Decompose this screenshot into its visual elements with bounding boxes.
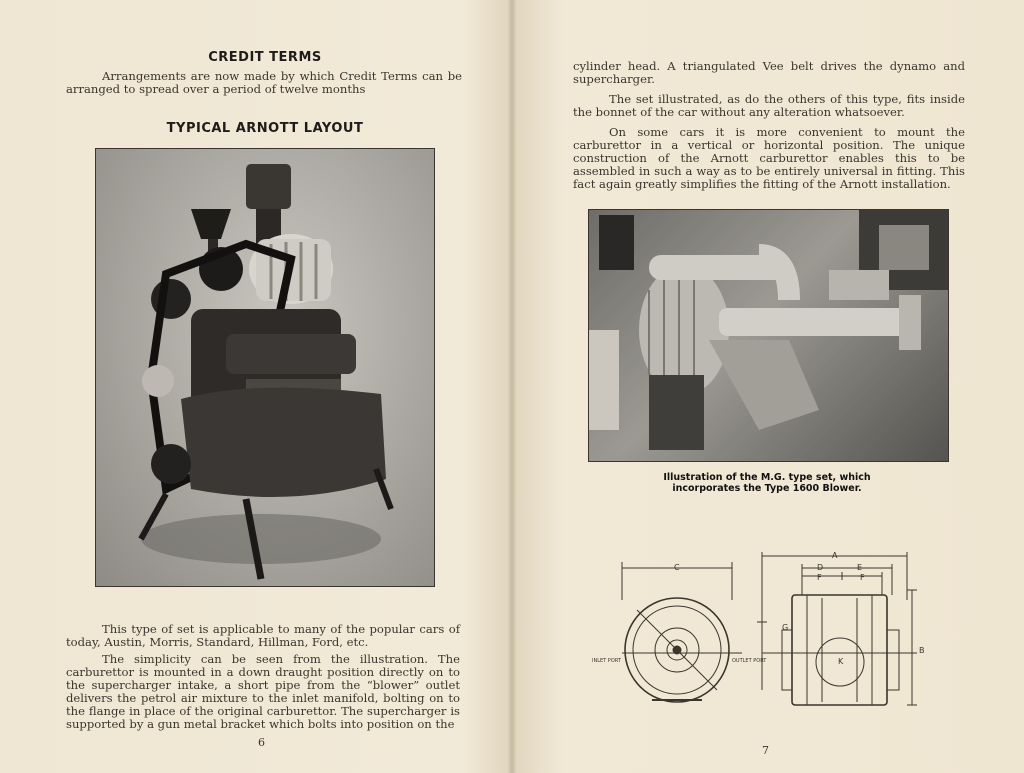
dim-label-g: G <box>782 623 789 632</box>
right-para-3: On some cars it is more convenient to mount the carburettor in a vertical or horizontal position. The unique construction of the Arnott carburettor enables this to be assembled in such a way as to be entirely universal in fitting. This fact again greatly simplifies the fitting of the Arnott installation. <box>573 125 965 191</box>
dim-label-b: B <box>919 646 925 655</box>
credit-terms-text: Arrangements are now made by which Credit Terms can be arranged to spread over a period of twelve months <box>66 69 462 96</box>
engine-photo <box>95 148 435 587</box>
engine-illustration <box>96 149 434 586</box>
photo-caption-line1: Illustration of the M.G. type set, which <box>663 472 871 483</box>
dim-label-f1: F <box>817 573 822 582</box>
credit-terms-heading: CREDIT TERMS <box>208 50 322 65</box>
page-number-left: 6 <box>258 736 265 749</box>
left-para-1: This type of set is applicable to many of the popular cars of today, Austin, Morris, Standard, Hillman, Ford, etc. <box>66 622 460 649</box>
right-para-2: The set illustrated, as do the others of this type, fits inside the bonnet of the car without any alteration whatsoever. <box>573 92 965 119</box>
dim-label-e: E <box>857 563 863 572</box>
dim-label-c: C <box>674 563 680 572</box>
left-para-2: The simplicity can be seen from the illustration. The carburettor is mounted in a down draught position directly on to the supercharger intake, a short pipe from the “blower” outlet delivers the petrol air mixture to the inlet manifold, bolting on to the flange in place of the original carburettor. The supercharger is supported by a gun metal bracket which bolts into position on the <box>66 652 460 731</box>
photo-caption-line2: incorporates the Type 1600 Blower. <box>672 483 862 494</box>
blower-diagram <box>592 550 932 715</box>
right-page <box>512 0 1024 773</box>
right-para-1: cylinder head. A triangulated Vee belt drives the dynamo and supercharger. <box>573 59 965 86</box>
outlet-port-label: OUTLET PORT <box>732 658 767 664</box>
mg-engine-illustration <box>589 210 948 461</box>
dim-label-d: D <box>817 563 824 572</box>
mg-set-photo <box>588 209 949 462</box>
inlet-port-label: INLET PORT <box>592 658 621 664</box>
dim-label-k: K <box>838 657 844 666</box>
page-number-right: 7 <box>762 744 769 757</box>
dim-label-a: A <box>832 551 838 560</box>
dim-label-f2: F <box>860 573 865 582</box>
layout-heading: TYPICAL ARNOTT LAYOUT <box>166 121 364 136</box>
